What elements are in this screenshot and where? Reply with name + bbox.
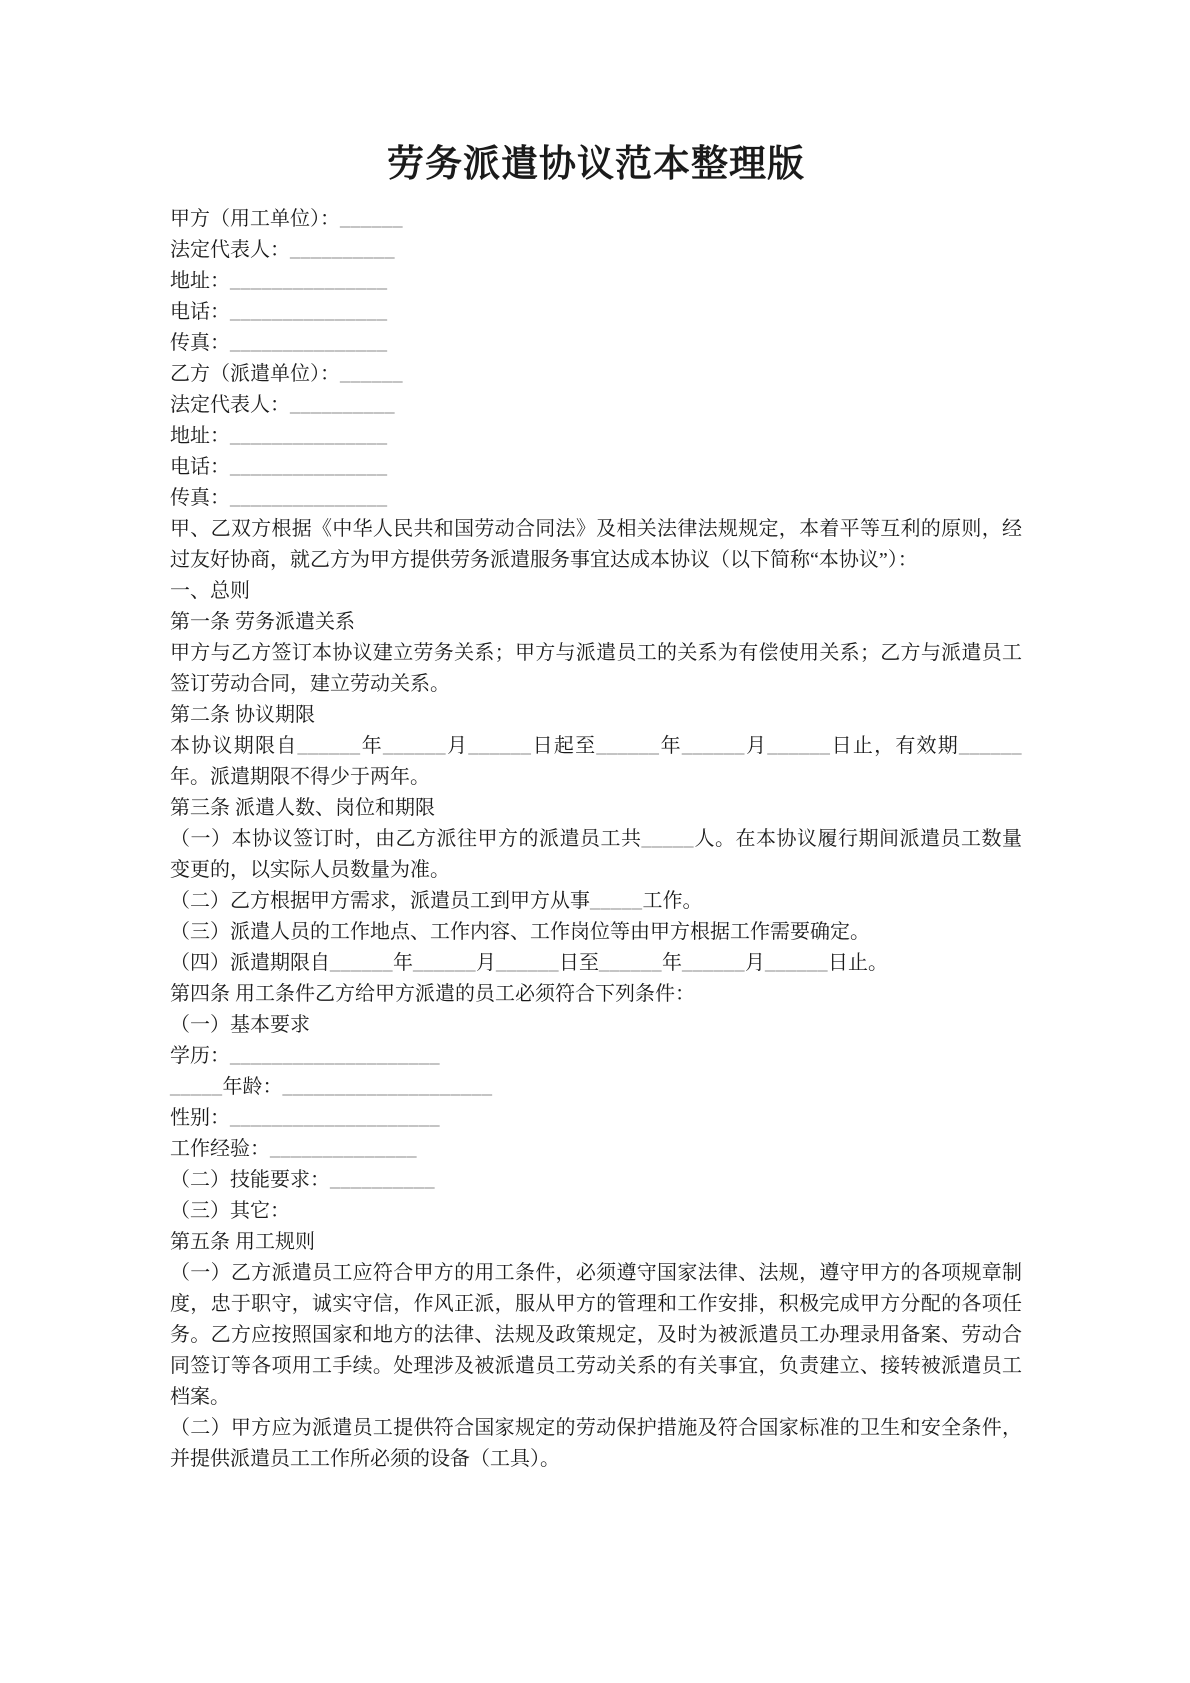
blank-field: ______ [681, 735, 745, 757]
document-line [170, 917, 1022, 948]
text-run: （二）乙方根据甲方需求，派遣员工到甲方从事 [170, 890, 590, 912]
text-run: 月 [445, 735, 469, 757]
blank-field: _______________ [230, 456, 388, 478]
blank-field: ______ [382, 735, 446, 757]
text-run: 年。派遣期限不得少于两年。 [170, 766, 430, 788]
blank-field: ______ [297, 735, 361, 757]
blank-field: ______ [468, 735, 532, 757]
text-run: 甲、乙双方根据《中华人民共和国劳动合同法》及相关法律法规规定，本着平等互利的原则，经过友好协商，就乙方为甲方提供劳务派遣服务事宜达成本协议（以下简称“本协议”）： [170, 518, 1022, 571]
text-run: 法定代表人： [170, 394, 290, 416]
document-line [170, 731, 1022, 793]
text-run: 月 [745, 952, 765, 974]
text-run: 第三条 派遣人数、岗位和期限 [170, 797, 435, 819]
text-run: 本协议期限自 [170, 735, 298, 757]
document-line [170, 452, 1022, 483]
blank-field: ______ [330, 952, 393, 974]
document-line [170, 1227, 1022, 1258]
blank-field: __________ [290, 394, 395, 416]
text-run: 日至 [559, 952, 599, 974]
blank-field: __________ [290, 239, 395, 261]
blank-field: ______ [765, 952, 828, 974]
blank-field: ______ [496, 952, 559, 974]
blank-field: _______________ [230, 270, 388, 292]
document-line [170, 700, 1022, 731]
blank-field: ____________________ [282, 1076, 493, 1098]
blank-field: _______________ [230, 425, 388, 447]
text-run: 人。在本协议履行期间派遣员工数量变更的，以实际人员数量为准。 [170, 828, 1022, 881]
text-run: （一）本协议签订时，由乙方派往甲方的派遣员工共 [170, 828, 642, 850]
document-line [170, 514, 1022, 576]
document-line [170, 266, 1022, 297]
blank-field: _______________ [230, 301, 388, 323]
text-run: 年 [360, 735, 383, 757]
blank-field: _____ [590, 890, 643, 912]
document-line [170, 1041, 1022, 1072]
document-line [170, 204, 1022, 235]
text-run: 电话： [170, 456, 230, 478]
blank-field: _______________ [230, 487, 388, 509]
text-run: 年 [662, 952, 682, 974]
blank-field: ______ [959, 735, 1023, 757]
document-line [170, 297, 1022, 328]
text-run: 地址： [170, 270, 230, 292]
text-run: 地址： [170, 425, 230, 447]
text-run: （二）甲方应为派遣员工提供符合国家规定的劳动保护措施及符合国家标准的卫生和安全条件，并提供派遣员工工作所必须的设备（工具）。 [170, 1417, 1022, 1470]
document-line [170, 1413, 1022, 1475]
document-line [170, 1103, 1022, 1134]
document-line [170, 1010, 1022, 1041]
blank-field: _____ [641, 828, 694, 850]
text-run: 日止，有效期 [830, 735, 960, 757]
blank-field: ______ [596, 735, 660, 757]
document-line [170, 390, 1022, 421]
document-line [170, 1196, 1022, 1227]
text-run: 月 [476, 952, 496, 974]
document-line [170, 328, 1022, 359]
document-line [170, 638, 1022, 700]
blank-field: ____________________ [230, 1045, 440, 1067]
text-run: 第五条 用工规则 [170, 1231, 315, 1253]
document-line [170, 824, 1022, 886]
text-run: 年龄： [222, 1076, 283, 1098]
text-run: 工作。 [642, 890, 703, 912]
text-run: （三）其它： [170, 1200, 290, 1222]
blank-field: ______ [413, 952, 476, 974]
text-run: （二）技能要求： [170, 1169, 330, 1191]
text-run: 学历： [170, 1045, 230, 1067]
blank-field: __________ [330, 1169, 435, 1191]
blank-field: ______________ [270, 1138, 417, 1160]
document-line [170, 948, 1022, 979]
text-run: 工作经验： [170, 1138, 270, 1160]
document-line [170, 793, 1022, 824]
blank-field: ______ [767, 735, 831, 757]
document-lines [170, 204, 1022, 1475]
blank-field: ____________________ [230, 1107, 440, 1129]
document-line [170, 1165, 1022, 1196]
blank-field: _______________ [230, 332, 388, 354]
text-run: 日起至 [531, 735, 597, 757]
text-run: 年 [659, 735, 682, 757]
text-run: 甲方（用工单位）： [170, 208, 340, 230]
text-run: 月 [744, 735, 768, 757]
document-line [170, 607, 1022, 638]
blank-field: ______ [599, 952, 662, 974]
document-line [170, 979, 1022, 1010]
text-run: 性别： [170, 1107, 230, 1129]
text-run: 第一条 劳务派遣关系 [170, 611, 355, 633]
document-line [170, 576, 1022, 607]
document-title: 劳务派遣协议范本整理版 [387, 144, 805, 185]
text-run: 法定代表人： [170, 239, 290, 261]
text-run: 传真： [170, 487, 230, 509]
text-run: （三）派遣人员的工作地点、工作内容、工作岗位等由甲方根据工作需要确定。 [170, 921, 870, 943]
text-run: （一）乙方派遣员工应符合甲方的用工条件，必须遵守国家法律、法规，遵守甲方的各项规章制度，忠于职守，诚实守信，作风正派，服从甲方的管理和工作安排，积极完成甲方分配的各项任务。乙方应按照国家和地方的法律、法规及政策规定，及时为被派遣员工办理录用备案、劳动合同签订等各项用工手续。处理涉及被派遣员工劳动关系的有关事宜，负责建立、接转被派遣员工档案。 [170, 1262, 1022, 1408]
blank-field: ______ [340, 363, 403, 385]
text-run: 传真： [170, 332, 230, 354]
document-line [170, 483, 1022, 514]
blank-field: ______ [340, 208, 403, 230]
text-run: 一、总则 [170, 580, 250, 602]
document-line [170, 235, 1022, 266]
text-run: 第二条 协议期限 [170, 704, 315, 726]
text-run: （四）派遣期限自 [170, 952, 330, 974]
text-run: 日止。 [828, 952, 888, 974]
document-line [170, 1072, 1022, 1103]
document-line [170, 886, 1022, 917]
document-line [170, 421, 1022, 452]
blank-field: _____ [170, 1076, 223, 1098]
text-run: 乙方（派遣单位）： [170, 363, 340, 385]
document-line [170, 359, 1022, 390]
text-run: 甲方与乙方签订本协议建立劳务关系；甲方与派遣员工的关系为有偿使用关系；乙方与派遣员工签订劳动合同，建立劳动关系。 [170, 642, 1022, 695]
text-run: 电话： [170, 301, 230, 323]
text-run: 年 [393, 952, 413, 974]
blank-field: ______ [682, 952, 745, 974]
text-run: 第四条 用工条件乙方给甲方派遣的员工必须符合下列条件： [170, 983, 695, 1005]
document-line [170, 1258, 1022, 1413]
text-run: （一）基本要求 [170, 1014, 310, 1036]
document-line [170, 1134, 1022, 1165]
